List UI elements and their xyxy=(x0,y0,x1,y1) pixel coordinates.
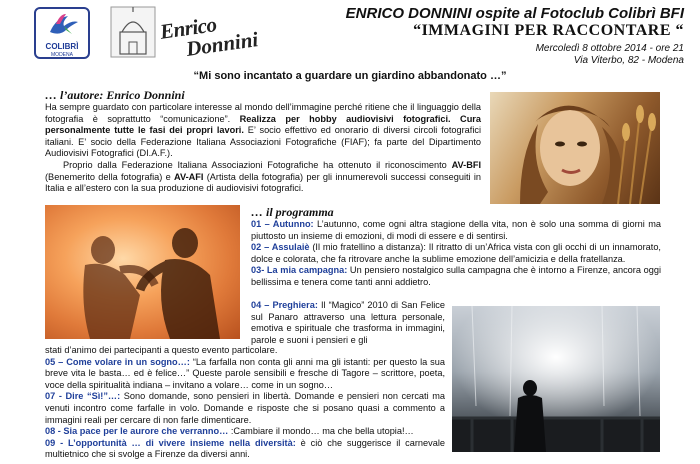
cathedral-icon xyxy=(110,6,156,58)
author-paragraph xyxy=(45,102,481,195)
program-items-bottom xyxy=(45,345,445,461)
program-item xyxy=(251,265,661,288)
program-item-text: è ciò che suggerisce il carnevale multietnico che si svolge a Firenze da diversi anni. xyxy=(45,437,445,460)
program-item-text: (Il mio fratellino a distanza): Il ritratto di un’Africa vista con gli occhi di un innamorato, dolce e colorata, che fa ritrovare anche la sublime emozione dell’amicizia e della fratellanza. xyxy=(251,242,661,264)
program-item-text: Sono domande, sono pensieri in libertà. Domande e pensieri non cercati ma venuti incontro come farfalle in volo. Domande e risposte che si posano quasi a commento a immagini reali per cercare di non farle dimenticare. xyxy=(45,391,445,425)
program-item-number: 08 - Sia pace per le aurore che verranno… xyxy=(45,426,229,437)
event-date: Mercoledì 8 ottobre 2014 - ore 21 xyxy=(535,43,684,54)
quote: “Mi sono incantato a guardare un giardino abbandonato …” xyxy=(193,70,507,82)
author-text: E’ socio effettivo ed onorario di diversi circoli fotografici italiani. E’ socio della Federazione Italiana Associazioni Fotografiche (FIAF); fa parte del Dipartimento Audiovisivi Fotografici (DI.A.F.). xyxy=(45,125,481,159)
program-item xyxy=(45,426,445,438)
program-item-continuation: stati d’animo dei partecipanti a questo evento particolare. xyxy=(45,345,278,355)
program-item-number: 02 – Assulaiè xyxy=(251,242,310,253)
program-item xyxy=(251,219,661,242)
colibri-club-logo xyxy=(34,7,90,59)
author-text: Ha sempre guardato con particolare interesse al mondo dell’immagine perché ritiene che il linguaggio della fotografia è soprattutto “comunicazione”. xyxy=(45,102,481,124)
program-item-4 xyxy=(251,300,445,346)
program-item-number: 01 – Autunno: xyxy=(251,219,314,229)
colibri-logo-subtext: MODENA xyxy=(51,52,73,58)
award-afi: AV-AFI xyxy=(174,171,204,182)
program-item xyxy=(251,242,661,265)
author-text: Proprio dalla Federazione Italiana Associazioni Fotografiche ha ottenuto il riconoscimento xyxy=(63,159,452,170)
program-item-text: Il “Magico” 2010 di San Felice sul Panaro attraverso una lettura personale, emotiva e spirituale che trasforma in immagini, parole e suoni i pensieri e gli xyxy=(251,300,445,345)
event-details xyxy=(536,43,684,67)
colibri-logo-text: COLIBRÌ xyxy=(45,42,79,51)
event-address: Via Viterbo, 82 - Modena xyxy=(573,55,684,66)
portrait-photo xyxy=(490,92,660,204)
donnini-signature-last: Donnini xyxy=(184,27,260,61)
window-silhouette-photo xyxy=(452,306,660,452)
program-item-number: 04 – Preghiera: xyxy=(251,300,318,310)
author-text: (Benemerito della fotografia) e xyxy=(45,171,174,182)
program-item xyxy=(45,357,445,392)
program-section-title: … il programma xyxy=(251,205,334,219)
event-host-heading: ENRICO DONNINI ospite al Fotoclub Colibrì BFI xyxy=(345,5,684,22)
donnini-signature-first: Enrico xyxy=(158,12,218,44)
author-section-title: … l’autore: Enrico Donnini xyxy=(45,88,185,102)
program-item-number: 05 – Come volare in un sogno…: xyxy=(45,356,190,367)
program-item-number: 09 - L’opportunità … di vivere insieme nella diversità: xyxy=(45,437,296,448)
hummingbird-icon xyxy=(46,12,80,40)
event-title: “IMMAGINI PER RACCONTARE “ xyxy=(413,22,684,39)
program-item xyxy=(45,391,445,426)
program-item-number: 03- La mia campagna: xyxy=(251,265,348,276)
program-item-text: L’autunno, come ogni altra stagione della vita, non è solo una somma di giorni ma piuttosto un insieme di emozioni, di modi di essere e di sentirsi. xyxy=(251,219,661,241)
program-item-text: “La farfalla non conta gli anni ma gli istanti: per questo la sua breve vita le basta… ed è felice…” Queste parole sensibili e fresche di Tagore – scrittore, poeta, voce della spiritualità indiana – invitano a volare… come in un sogno… xyxy=(45,356,445,390)
program-items-top xyxy=(251,219,661,289)
author-text-bold: Realizza per hobby audiovisivi fotografici. Cura personalmente tutte le fasi dei propri lavori. xyxy=(45,113,481,136)
award-bfi: AV-BFI xyxy=(451,159,481,170)
dancers-photo xyxy=(45,205,240,339)
donnini-logo xyxy=(110,6,260,61)
program-item-text: :Cambiare il mondo… ma che bella utopia!… xyxy=(228,426,414,437)
program-item-number: 07 - Dire “Sì!”…: xyxy=(45,391,121,402)
author-text: (Artista della fotografia) per gli innumerevoli successi conseguiti in Italia e all’estero con la sua produzione di audiovisivi fotografici. xyxy=(45,171,481,194)
program-item-text: Un pensiero nostalgico sulla campagna che è intorno a Firenze, ancora oggi bellissima e tenera come tanti anni addietro. xyxy=(251,265,661,287)
program-item xyxy=(45,438,445,461)
